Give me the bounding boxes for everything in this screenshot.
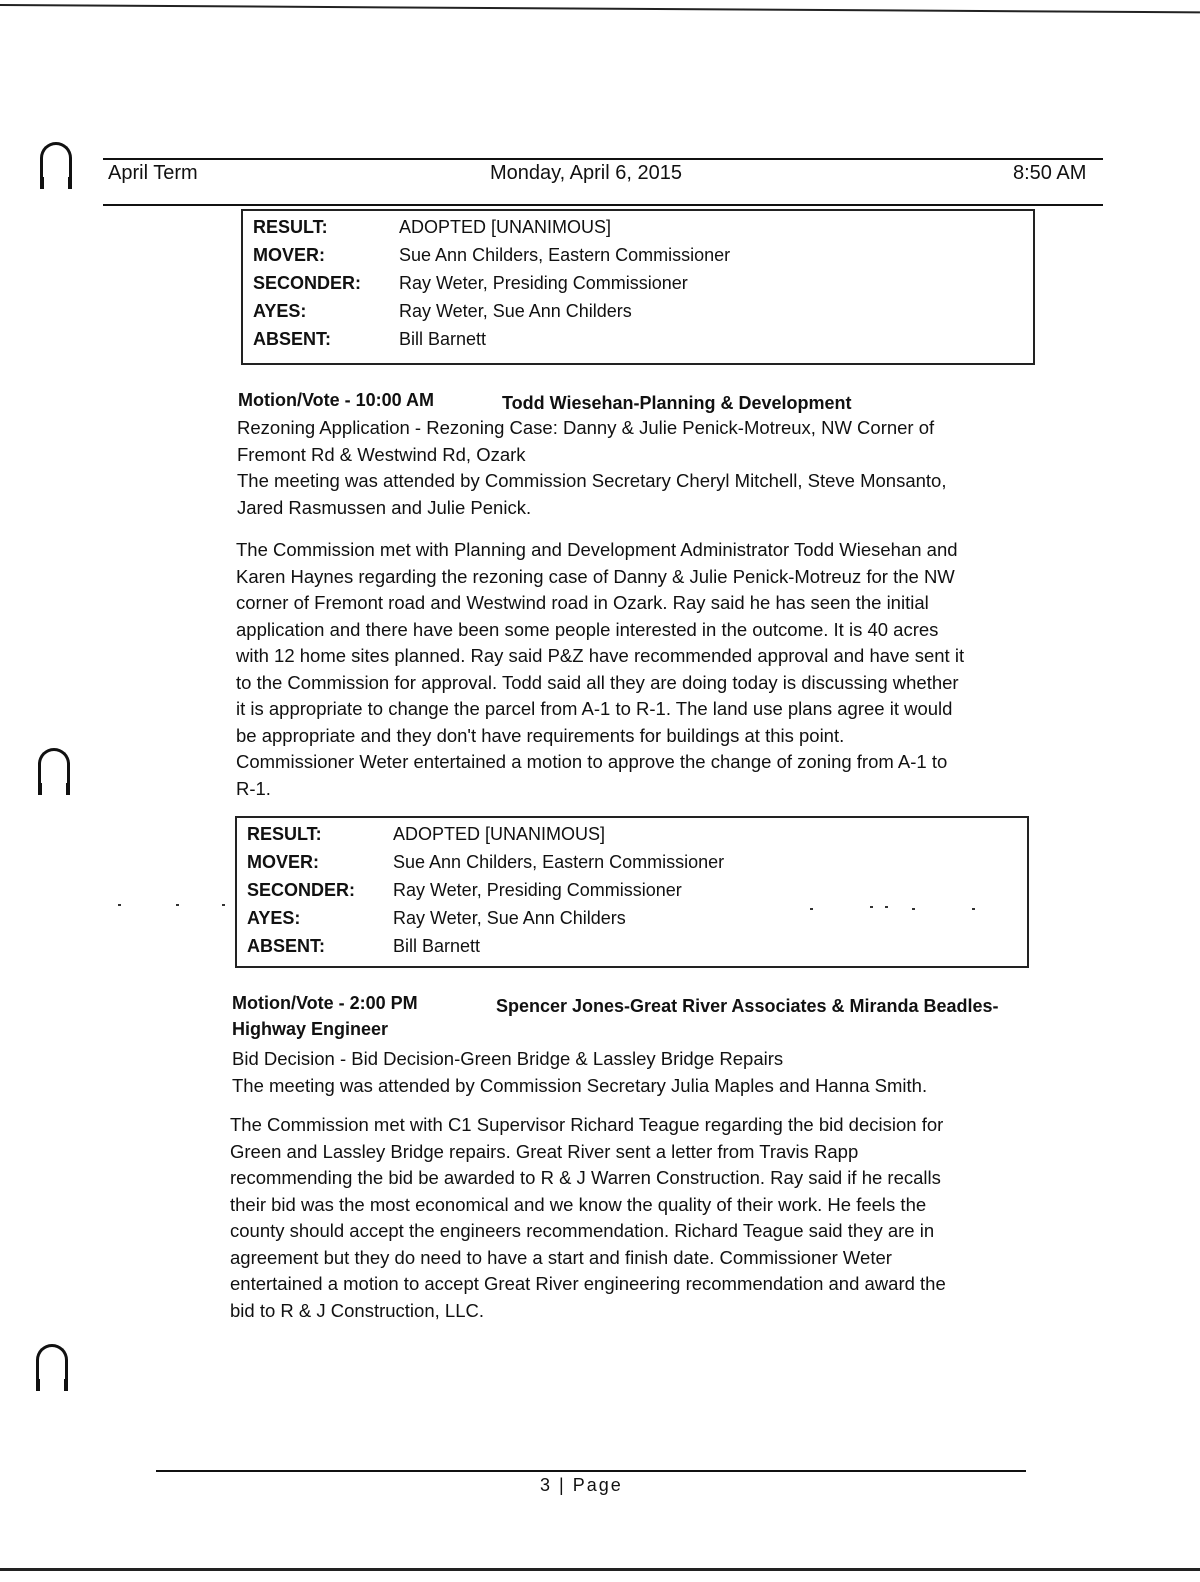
page-number: 3 | Page [540,1475,623,1495]
body-line: R-1. [236,777,271,799]
detail-line: Fremont Rd & Westwind Rd, Ozark [237,443,526,465]
scan-edge-top [0,4,1200,13]
motion-details [237,415,946,521]
detail-line: The meeting was attended by Commission Secretary Julia Maples and Hanna Smith. [232,1074,928,1096]
scan-edge-bottom [0,1568,1200,1571]
scan-speck [118,904,121,906]
scan-speck [972,908,975,910]
body-line: agreement but they do need to have a start and finish date. Commissioner Weter [230,1246,892,1268]
vote-key: SECONDER: [253,272,362,293]
vote-value: Bill Barnett [399,328,487,349]
term-label: April Term [108,162,198,184]
vote-key: MOVER: [253,244,325,265]
body-line: The Commission met with Planning and Development Administrator Todd Wiesehan and [236,539,958,560]
vote-value: ADOPTED [UNANIMOUS] [399,216,612,237]
vote-value: Sue Ann Childers, Eastern Commissioner [399,244,731,265]
body-line: corner of Fremont road and Westwind road in Ozark. Ray said he has seen the initial [236,592,929,613]
vote-row-absent [237,932,1027,960]
body-line: entertained a motion to accept Great River engineering recommendation and award the [230,1273,946,1294]
header-top-rule [103,158,1103,160]
body-line: Green and Lassley Bridge repairs. Great River sent a letter from Travis Rapp [230,1140,859,1162]
body-line: it is appropriate to change the parcel from A-1 to R-1. The land use plans agree it would [236,698,953,719]
motion-body [236,537,964,802]
vote-value: Ray Weter, Sue Ann Childers [393,907,626,928]
vote-value: Ray Weter, Presiding Commissioner [399,272,688,293]
vote-row-result [237,820,1027,848]
meeting-time: 8:50 AM [1013,162,1087,184]
body-line: Commissioner Weter entertained a motion to approve the change of zoning from A-1 to [236,751,948,772]
vote-key: ABSENT: [253,328,332,349]
vote-key: ABSENT: [247,935,326,956]
motion-presenter: Todd Wiesehan-Planning & Development [502,393,852,413]
vote-row-result [243,213,1033,241]
header-bottom-rule [103,204,1103,206]
vote-row-absent [243,325,1033,353]
detail-line: Bid Decision - Bid Decision-Green Bridge & Lassley Bridge Repairs [232,1048,784,1069]
body-line: Karen Haynes regarding the rezoning case of Danny & Julie Penick-Motreuz for the NW [236,565,955,587]
detail-line: Jared Rasmussen and Julie Penick. [237,496,532,518]
scan-speck [870,906,873,908]
meeting-date: Monday, April 6, 2015 [490,162,682,184]
body-line: be appropriate and they don't have requirements for buildings at this point. [236,724,845,746]
vote-value: Ray Weter, Presiding Commissioner [393,879,682,900]
vote-row-seconder [243,269,1033,297]
scan-speck [810,908,813,910]
body-line: application and there have been some people interested in the outcome. It is 40 acres [236,618,939,640]
motion-label: Motion/Vote - 10:00 AM [238,390,435,410]
body-line: their bid was the most economical and we know the quality of their work. He feels the [230,1193,927,1215]
vote-result-box [241,209,1035,365]
vote-value: Sue Ann Childers, Eastern Commissioner [393,851,725,872]
vote-key: SECONDER: [247,879,356,900]
body-line: The Commission met with C1 Supervisor Richard Teague regarding the bid decision for [230,1114,944,1135]
vote-value: ADOPTED [UNANIMOUS] [393,823,606,844]
binder-hole-icon [40,142,72,177]
vote-row-ayes [243,297,1033,325]
scan-speck [176,904,179,906]
vote-result-box [235,816,1029,968]
binder-hole-icon [38,748,70,783]
vote-value: Bill Barnett [393,935,481,956]
scan-speck [885,906,888,908]
body-line: recommending the bid be awarded to R & J Warren Construction. Ray said if he recalls [230,1167,941,1188]
scan-speck [912,908,915,910]
motion-details [232,1046,927,1099]
motion-presenter: Highway Engineer [232,1019,389,1039]
motion-label: Motion/Vote - 2:00 PM [232,993,418,1013]
footer-rule [156,1470,1026,1472]
binder-hole-icon [36,1344,68,1379]
vote-key: MOVER: [247,851,319,872]
body-line: with 12 home sites planned. Ray said P&Z have recommended approval and have sent it [236,645,965,666]
motion-body [230,1112,946,1324]
vote-row-seconder [237,876,1027,904]
vote-key: AYES: [253,300,307,321]
vote-row-ayes [237,904,1027,932]
body-line: bid to R & J Construction, LLC. [230,1299,484,1321]
vote-key: RESULT: [247,823,322,844]
scan-speck [222,904,225,906]
vote-row-mover [237,848,1027,876]
vote-row-mover [243,241,1033,269]
vote-key: RESULT: [253,216,328,237]
vote-key: AYES: [247,907,301,928]
body-line: to the Commission for approval. Todd said all they are doing today is discussing whether [236,671,959,693]
detail-line: The meeting was attended by Commission Secretary Cheryl Mitchell, Steve Monsanto, [237,470,947,491]
detail-line: Rezoning Application - Rezoning Case: Danny & Julie Penick-Motreux, NW Corner of [237,417,935,438]
body-line: county should accept the engineers recommendation. Richard Teague said they are in [230,1220,935,1241]
motion-presenter: Spencer Jones-Great River Associates & Miranda Beadles- [496,996,999,1016]
vote-value: Ray Weter, Sue Ann Childers [399,300,632,321]
